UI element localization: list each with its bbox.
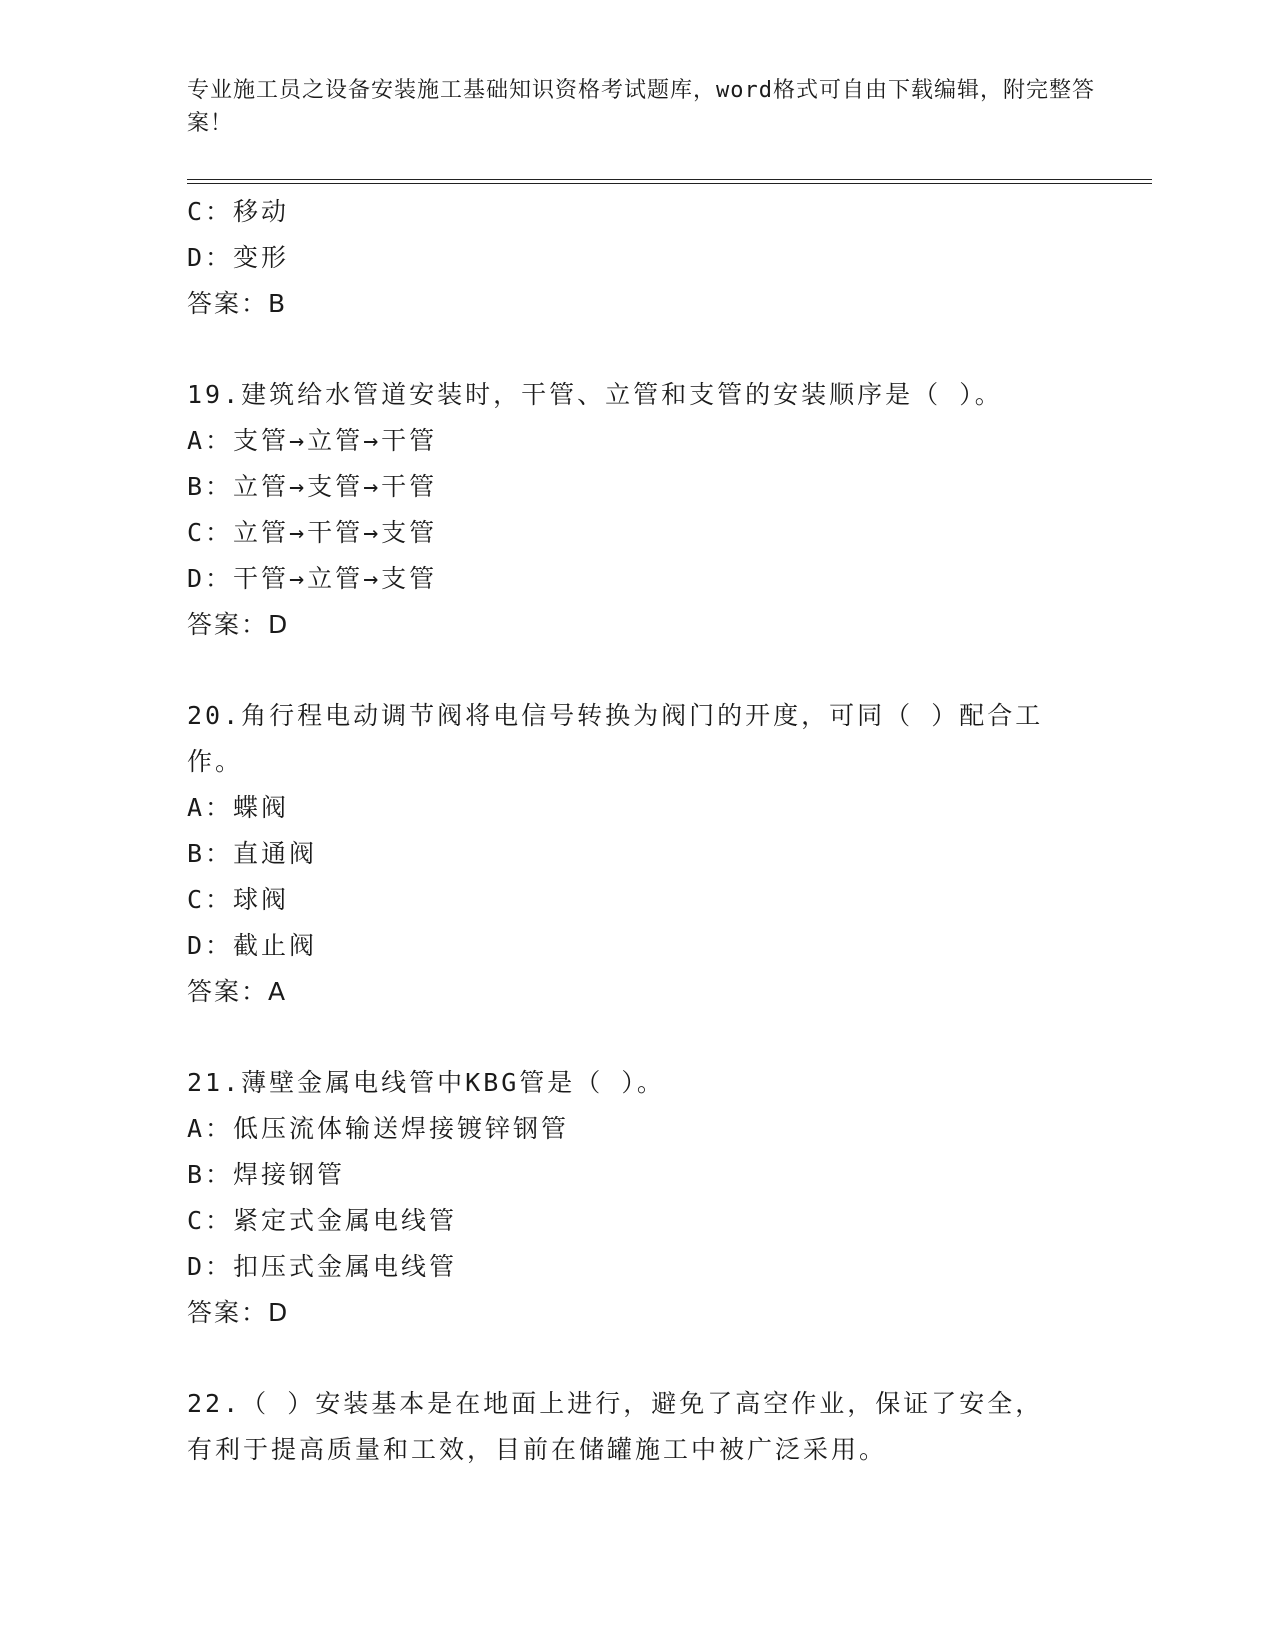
option-b: B：立管→支管→干管 <box>187 472 438 501</box>
option-c: C：紧定式金属电线管 <box>187 1206 458 1235</box>
question-20 <box>187 693 1087 1015</box>
option-b: B：直通阀 <box>187 839 318 868</box>
answer-line: 答案：A <box>187 977 288 1006</box>
option-d: D：截止阀 <box>187 931 318 960</box>
option-c: C：移动 <box>187 197 290 226</box>
answer-line: 答案：D <box>187 1298 290 1327</box>
option-b: B：焊接钢管 <box>187 1160 346 1189</box>
header-divider-top <box>187 179 1152 180</box>
option-d: D：变形 <box>187 243 290 272</box>
option-a: A：低压流体输送焊接镀锌钢管 <box>187 1114 570 1143</box>
question-22 <box>187 1381 1087 1473</box>
question-19 <box>187 372 1087 648</box>
question-21 <box>187 1060 1087 1336</box>
document-header: 专业施工员之设备安装施工基础知识资格考试题库，word格式可自由下载编辑，附完整答案！ <box>187 78 1095 136</box>
option-d: D：扣压式金属电线管 <box>187 1252 458 1281</box>
question-text: 22.（ ）安装基本是在地面上进行，避免了高空作业，保证了安全，有利于提高质量和工效，目前在储罐施工中被广泛采用。 <box>187 1389 1044 1464</box>
option-c: C：球阀 <box>187 885 290 914</box>
question-text: 20.角行程电动调节阀将电信号转换为阀门的开度，可同（ ）配合工作。 <box>187 701 1044 776</box>
question-text: 19.建筑给水管道安装时，干管、立管和支管的安装顺序是（ ）。 <box>187 380 1003 409</box>
question-list <box>187 189 1087 1473</box>
option-a: A：蝶阀 <box>187 793 290 822</box>
option-d: D：干管→立管→支管 <box>187 564 438 593</box>
partial-question <box>187 189 1087 327</box>
option-c: C：立管→干管→支管 <box>187 518 438 547</box>
answer-line: 答案：D <box>187 610 290 639</box>
question-text: 21.薄壁金属电线管中KBG管是（ ）。 <box>187 1068 665 1097</box>
answer-line: 答案：B <box>187 289 288 318</box>
header-divider-bottom <box>187 183 1152 184</box>
option-a: A：支管→立管→干管 <box>187 426 438 455</box>
